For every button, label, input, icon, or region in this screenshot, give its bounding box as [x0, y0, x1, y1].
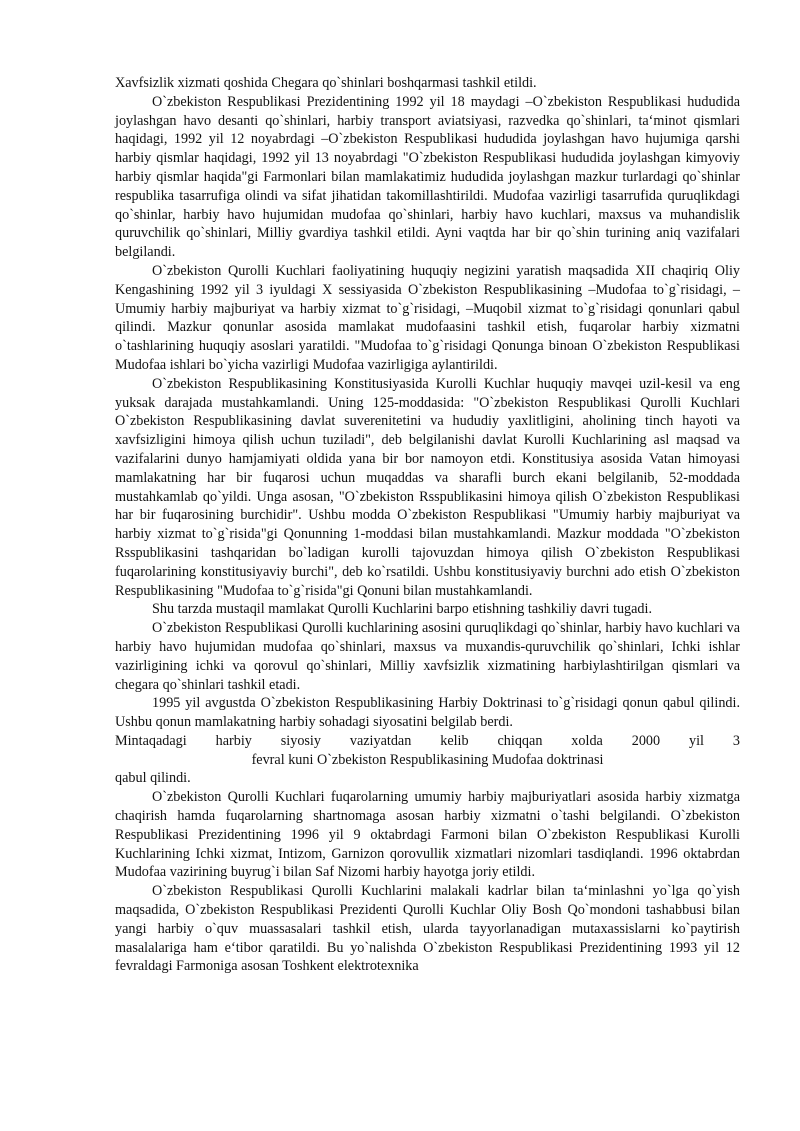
- paragraph: O`zbekiston Respublikasi Prezidentining 1992 yil 18 maydagi –O`zbekiston Respublikasi hududida joylashgan havo desanti qo`shinlari, harbiy transport aviatsiyasi, razvedka qo`shinlari, ta‘minot qismlari haqidagi, 1992 yil 12 noyabrdagi –O`zbekiston Respublikasi hududida joylashgan havo hujumiga qarshi harbiy qismlar haqidagi, 1992 yil 13 noyabrdagi "O`zbekiston Respublikasi hududida joylashgan kimyoviy harbiy qismlar haqida"gi Farmonlari bilan mamlakatimiz hududida joylashgan mazkur turlardagi qo`shinlar respublika tasarrufiga olindi va sifat jihatidan takomillashtirildi. Mudofaa vazirligi tasarrufida quruqlikdagi qo`shinlar, harbiy havo hujumidan mudofaa qo`shinlari, harbiy havo kuchlari, maxsus va muhandislik quruvchilik qo`shinlari, Milliy gvardiya tashkil etildi. Ayni vaqtda har bir qo`shin turining aniq vazifalari belgilandi.: [115, 93, 740, 261]
- paragraph: O`zbekiston Qurolli Kuchlari faoliyatining huquqiy negizini yaratish maqsadida XII chaqiriq Oliy Kengashining 1992 yil 3 iyuldagi X sessiyasida O`zbekiston Respublikasining –Mudofaa to`g`risidagi, –Umumiy harbiy majburiyat va harbiy xizmat to`g`risidagi, –Muqobil xizmat to`g`risidagi qonunlari qabul qilindi. Mazkur qonunlar asosida mamlakat mudofaasini tashkil etish, fuqarolar harbiy xizmatni o`tashlarining huquqiy asoslari yaratildi. "Mudofaa to`g`risidagi Qonunga binoan O`zbekiston Respublikasi Mudofaa ishlari bo`yicha vazirligi Mudofaa vazirligiga aylantirildi.: [115, 262, 740, 373]
- paragraph: O`zbekiston Respublikasi Qurolli kuchlarining asosini quruqlikdagi qo`shinlar, harbiy havo kuchlari va harbiy havo hujumidan mudofaa qo`shinlari, maxsus va muxandis-quruvchilik qo`shinlari, Ichki ishlar vazirligining ichki va qorovul qo`shinlari, Milliy xavfsizlik xizmatining harbiylashtirilgan qismlari va chegara qo`shinlari tashkil etadi.: [115, 620, 740, 693]
- paragraph: O`zbekiston Respublikasining Konstitusiyasida Kurolli Kuchlar huquqiy mavqei uzil-kesil va eng yuksak darajada mustahkamlandi. Uning 125-moddasida: "O`zbekiston Respublikasi Qurolli Kuchlari O`zbekiston Respublikasining davlat suverenitetini va hududiy yaxlitligini, aholining tinch hayoti va xavfsizligini himoya qilish uchun tuziladi", deb belgilanishi davlat Kurolli Kuchlarining asl maqsad va vazifalarini dunyo hamjamiyati oldida yana bir bor namoyon etdi. Konstitusiya asosida Vatan himoyasi mamlakatning har bir fuqarosi uchun muqaddas va sharafli burch ekani belgilanib, 52-moddada mustahkamlab qo`yildi. Unga asosan, "O`zbekiston Rsspublikasini himoya qilish O`zbekiston Respublikasi har bir fuqarosining burchidir". Ushbu modda O`zbekiston Respublikasi "Umumiy harbiy majburiyat va harbiy xizmat to`g`risida"gi Qonunning 1-moddasi bilan mustahkamlandi. Mazkur moddada "O`zbekiston Rsspublikasini tashqaridan bo`ladigan kurolli tajovuzdan himoya qilish O`zbekiston Respublikasi fuqarolarining konstitusiyaviy burchi", deb ko`rsatildi. Ushbu konstitusiyaviy burchni ado etish O`zbekiston Respublikasining "Mudofaa to`g`risida"gi Qonuni bilan mustahkamlandi.: [115, 375, 740, 599]
- paragraph: O`zbekiston Respublikasi Qurolli Kuchlarini malakali kadrlar bilan ta‘minlashni yo`lga qo`yish maqsadida, O`zbekiston Respublikasi Prezidenti Qurolli Kuchlar Oliy Bosh Qo`mondoni tashabbusi bilan yangi harbiy o`quv muassasalari tashkil etish, ularda tayyorlanadigan mutaxassislarni ko`paytirish masalalariga ham e‘tibor qaratildi. Bu yo`nalishda O`zbekiston Respublikasi Prezidentining 1993 yil 12 fevraldagi Farmoniga asosan Toshkent elektrotexnika: [115, 883, 740, 975]
- paragraph: Xavfsizlik xizmati qoshida Chegara qo`shinlari boshqarmasi tashkil etildi.: [115, 75, 537, 91]
- paragraph: O`zbekiston Qurolli Kuchlari fuqarolarning umumiy harbiy majburiyatlari asosida harbiy xizmatga chaqirish hamda fuqarolarning shartnomaga asosan harbiy xizmatni o`tashi belgilandi. O`zbekiston Respublikasi Prezidentining 1996 yil 9 oktabrdagi Farmoni bilan O`zbekiston Respublikasi Kurolli Kuchlarining Ichki xizmat, Intizom, Garnizon qorovullik xizmatlari nizomlari tasdiqlandi. 1996 oktabrdan Mudofaa vazirining buyrug`i bilan Saf Nizomi harbiy hayotga joriy etildi.: [115, 789, 740, 881]
- paragraph-line: qabul qilindi.: [115, 770, 191, 787]
- document-page: [115, 74, 740, 976]
- paragraph-line: Mintaqadagi harbiy siyosiy vaziyatdan kelib chiqqan xolda 2000 yil 3: [115, 732, 740, 749]
- paragraph: Shu tarzda mustaqil mamlakat Qurolli Kuchlarini barpo etishning tashkiliy davri tugadi.: [152, 601, 653, 618]
- paragraph-line: fevral kuni O`zbekiston Respublikasining Mudofaa doktrinasi: [251, 751, 604, 768]
- paragraph: 1995 yil avgustda O`zbekiston Respublikasining Harbiy Doktrinasi to`g`risidagi qonun qabul qilindi. Ushbu qonun mamlakatning harbiy sohadagi siyosatini belgilab berdi.: [115, 695, 740, 731]
